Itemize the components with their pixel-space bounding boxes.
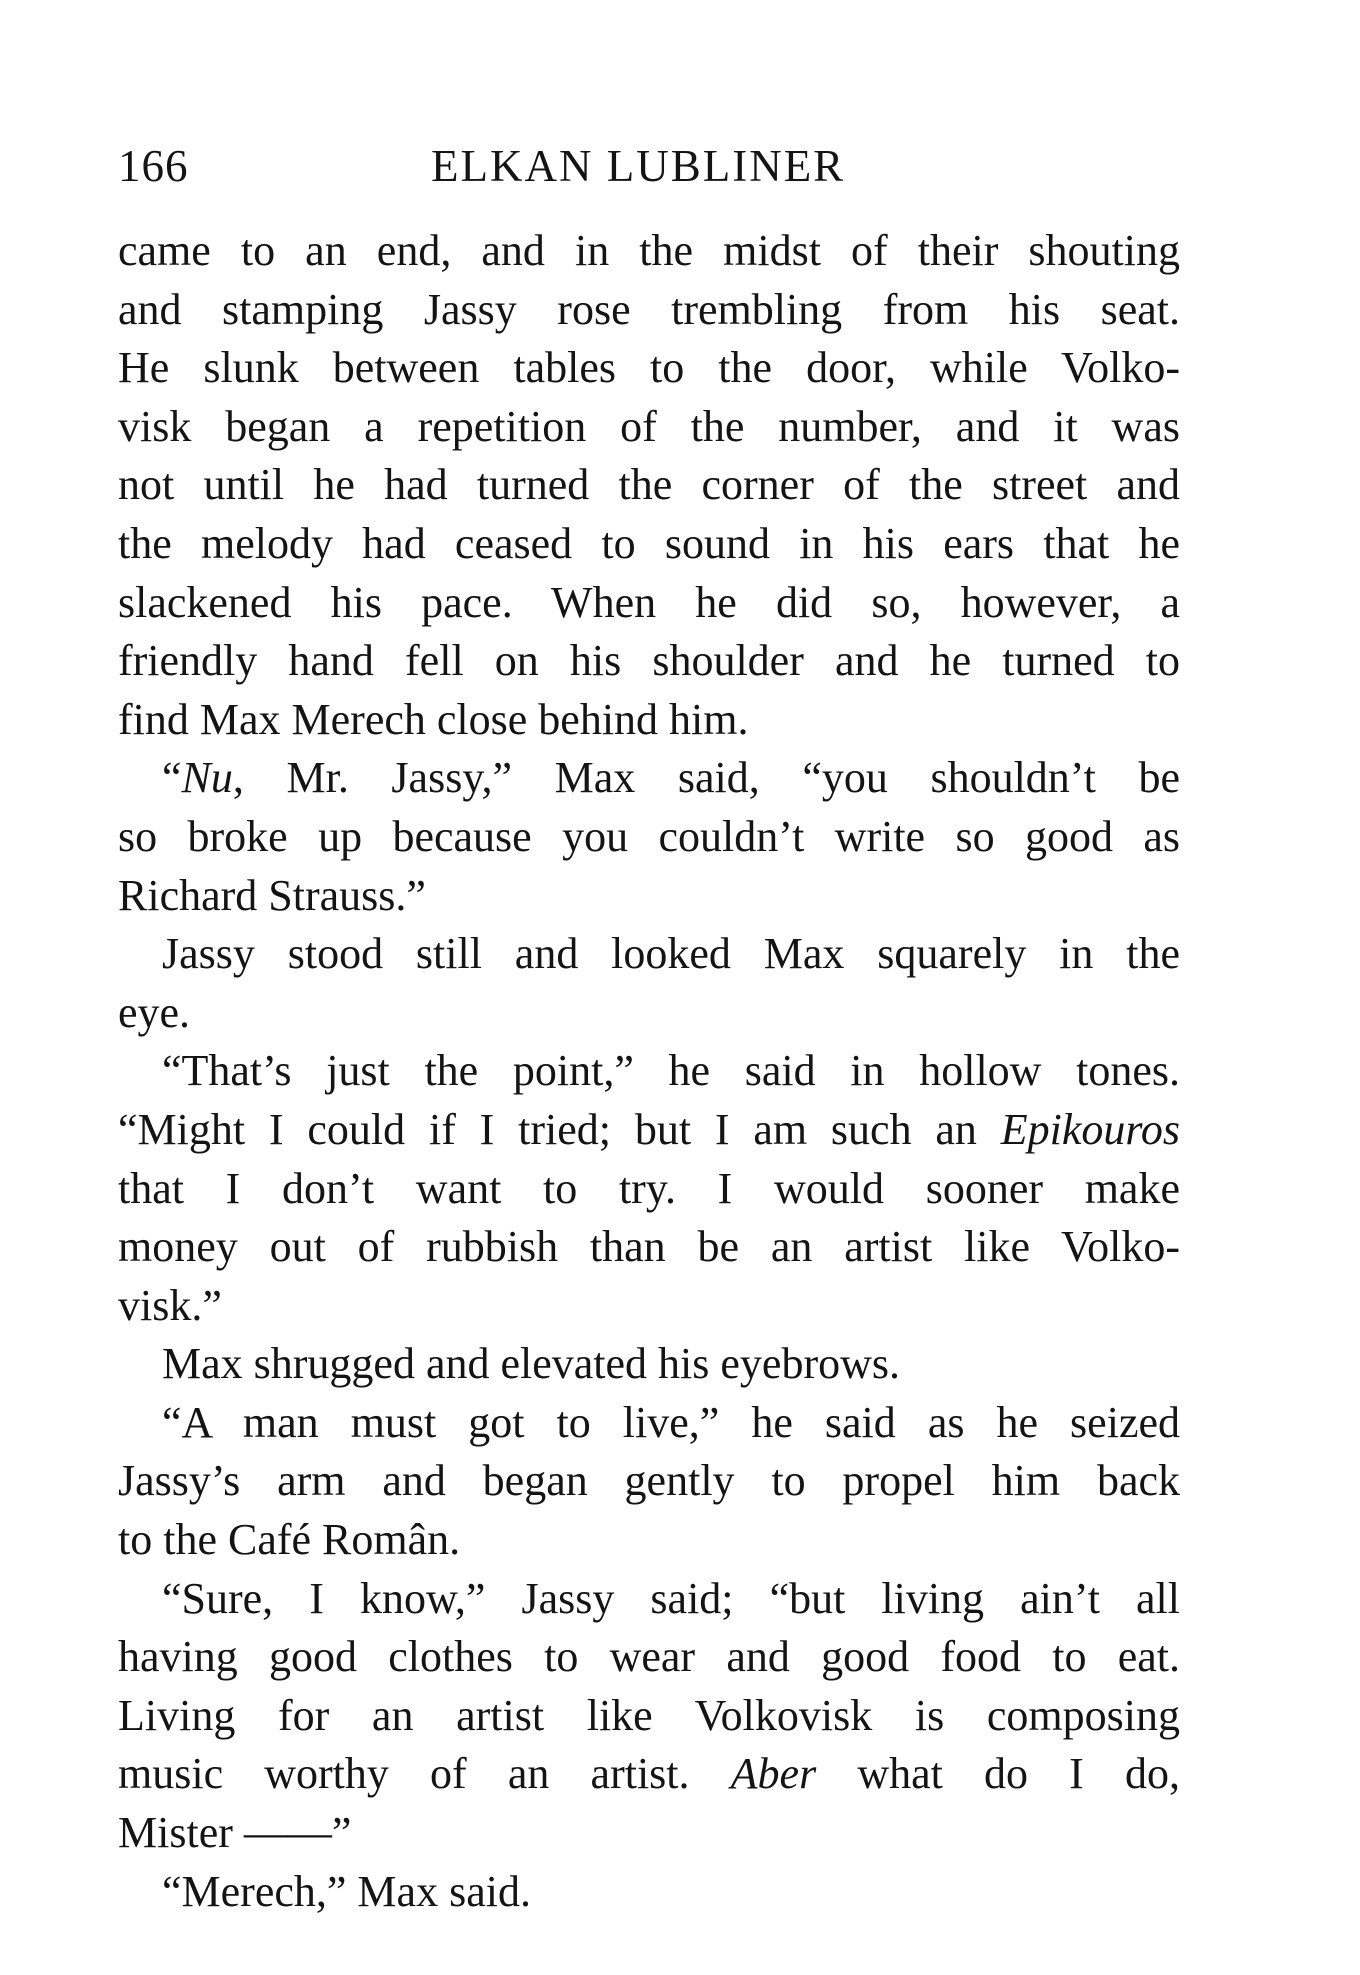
text-line: eye.: [118, 987, 191, 1037]
text-line: Jassy stood still and looked Max squarely in the: [162, 929, 1180, 979]
text-line: “Might I could if I tried; but I am such an Epikouros: [118, 1104, 1180, 1154]
text-line: visk began a repetition of the number, and it was: [118, 401, 1180, 451]
text-line: find Max Merech close behind him.: [118, 694, 749, 744]
text-line: the melody had ceased to sound in his ears that he: [118, 518, 1180, 568]
text-line: Max shrugged and elevated his eyebrows.: [162, 1339, 901, 1389]
text-line: Jassy’s arm and began gently to propel him back: [118, 1456, 1180, 1506]
text-line: “Sure, I know,” Jassy said; “but living ain’t all: [162, 1573, 1180, 1623]
text-line: music worthy of an artist. Aber what do I do,: [118, 1749, 1180, 1799]
text-line: “That’s just the point,” he said in hollow tones.: [162, 1046, 1180, 1096]
body-text: [118, 222, 1180, 1921]
text-line: to the Café Român.: [118, 1515, 461, 1565]
text-line: slackened his pace. When he did so, however, a: [118, 577, 1180, 627]
text-line: that I don’t want to try. I would sooner make: [118, 1163, 1180, 1213]
text-line: came to an end, and in the midst of their shouting: [118, 226, 1180, 275]
text-line: Living for an artist like Volkovisk is composing: [118, 1690, 1180, 1740]
text-line: He slunk between tables to the door, while Volko-: [118, 343, 1180, 393]
text-line: so broke up because you couldn’t write so good as: [118, 811, 1180, 861]
text-line: visk.”: [118, 1280, 222, 1330]
text-line: not until he had turned the corner of the street and: [118, 460, 1180, 510]
text-line: having good clothes to wear and good food to eat.: [118, 1632, 1180, 1682]
text-line: friendly hand fell on his shoulder and he turned to: [118, 636, 1180, 686]
text-line: and stamping Jassy rose trembling from his seat.: [118, 284, 1180, 334]
italic-word: Epikouros: [1000, 1104, 1180, 1154]
italic-word: Nu: [181, 753, 233, 803]
text-line: Mister ——”: [118, 1808, 352, 1858]
text-line: Richard Strauss.”: [118, 870, 426, 920]
italic-word: Aber: [730, 1749, 817, 1799]
book-title: ELKAN LUBLINER: [431, 141, 846, 191]
text-line: “Merech,” Max said.: [162, 1866, 531, 1916]
running-head: [118, 140, 1180, 200]
text-line: money out of rubbish than be an artist like Volko-: [118, 1222, 1180, 1272]
page-number: 166: [118, 141, 189, 191]
text-line: “A man must got to live,” he said as he seized: [162, 1397, 1180, 1447]
text-line: “Nu, Mr. Jassy,” Max said, “you shouldn’t be: [162, 753, 1180, 803]
